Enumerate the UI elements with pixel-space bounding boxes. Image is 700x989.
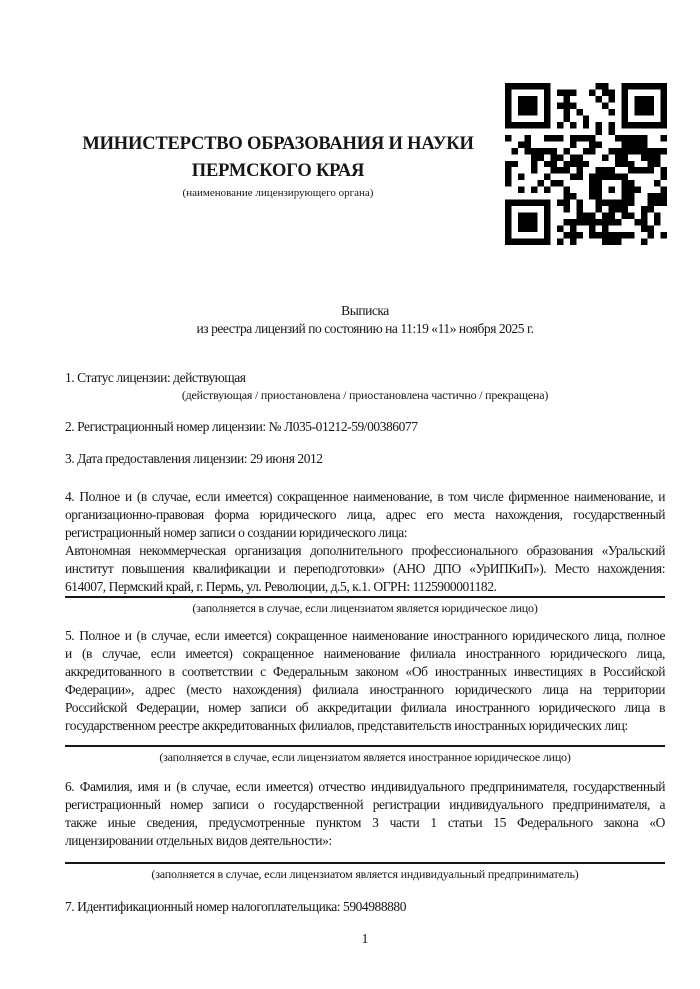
authority-name-line2: ПЕРМСКОГО КРАЯ <box>191 161 365 181</box>
item-4-note: (заполняется в случае, если лицензиатом является юридическое лицо) <box>192 601 538 615</box>
item-6-note: (заполняется в случае, если лицензиатом является индивидуальный предприниматель) <box>151 867 579 881</box>
text-line: регистрационный номер записи о государственной регистрации индивидуального предпринимателя, а <box>65 797 665 812</box>
text-line: регистрационный номер записи о создании юридического лица: <box>65 525 408 540</box>
text-line: государственном реестре аккредитованных филиалов, представительств иностранных юридических лиц: <box>65 718 628 733</box>
item-3-license-grant-date: 3. Дата предоставления лицензии: 29 июня 2012 <box>65 451 323 466</box>
text-line: 4. Полное и (в случае, если имеется) сокращенное наименование, в том числе фирменное наименование, и <box>65 489 665 504</box>
text-line: и (в случае, если имеется) сокращенное наименование филиала иностранного юридического лица, <box>65 646 665 661</box>
text-line: также иные сведения, предусмотренные пунктом 3 части 1 статьи 15 Федерального закона «О <box>65 815 665 830</box>
text-line: 614007, Пермский край, г. Пермь, ул. Революции, д.5, к.1. ОГРН: 1125900001182. <box>65 579 497 594</box>
item-5-note: (заполняется в случае, если лицензиатом является иностранное юридическое лицо) <box>159 750 571 764</box>
authority-name-line1: МИНИСТЕРСТВО ОБРАЗОВАНИЯ И НАУКИ <box>82 134 474 154</box>
document-body <box>65 302 665 948</box>
qr-code-icon <box>505 83 667 245</box>
item-5-separator-line <box>65 745 665 747</box>
licensing-authority-header <box>65 131 491 200</box>
item-2-registration-number: 2. Регистрационный номер лицензии: № Л035-01212-59/00386077 <box>65 419 418 434</box>
text-line: Федерации», адрес (место нахождения) филиала иностранного юридического лица на территории <box>65 682 665 697</box>
item-4-legal-entity-answer <box>65 542 665 596</box>
text-line: 6. Фамилия, имя и (в случае, если имеется) отчество индивидуального предпринимателя, государственный <box>65 779 665 794</box>
item-6-separator-line <box>65 862 665 864</box>
title-line1: Выписка <box>341 303 389 318</box>
item-4-legal-entity-question <box>65 488 665 542</box>
authority-caption: (наименование лицензирующего органа) <box>182 187 374 199</box>
item-1-status-options-note: (действующая / приостановлена / приостановлена частично / прекращена) <box>181 388 549 402</box>
item-5-foreign-entity-question <box>65 627 665 735</box>
text-line: аккредитованного в соответствии с Федеральным законом «Об иностранных инвестициях в Российской <box>65 664 665 679</box>
text-line: институт повышения квалификации и переподготовки» (АНО ДПО «УрИПКиП»). Место нахождения: <box>65 561 665 576</box>
text-line: лицензировании отдельных видов деятельности»: <box>65 833 332 848</box>
item-6-entrepreneur-question <box>65 778 665 850</box>
text-line: Автономная некоммерческая организация дополнительного профессионального образования «Уральский <box>65 543 665 558</box>
item-7-taxpayer-number: 7. Идентификационный номер налогоплательщика: 5904988880 <box>65 899 407 914</box>
page-number: 1 <box>361 931 369 946</box>
title-line2: из реестра лицензий по состоянию на 11:19 «11» ноября 2025 г. <box>196 321 534 336</box>
text-line: 5. Полное и (в случае, если имеется) сокращенное наименование иностранного юридического лица, полное <box>65 628 665 643</box>
text-line: организационно-правовая форма юридического лица, адрес его места нахождения, государственный <box>65 507 665 522</box>
item-1-license-status: 1. Статус лицензии: действующая <box>65 370 246 385</box>
text-line: Российской Федерации, номер записи об аккредитации филиала иностранного юридического лица в <box>65 700 665 715</box>
item-4-separator-line <box>65 596 665 598</box>
document-title <box>65 302 665 338</box>
